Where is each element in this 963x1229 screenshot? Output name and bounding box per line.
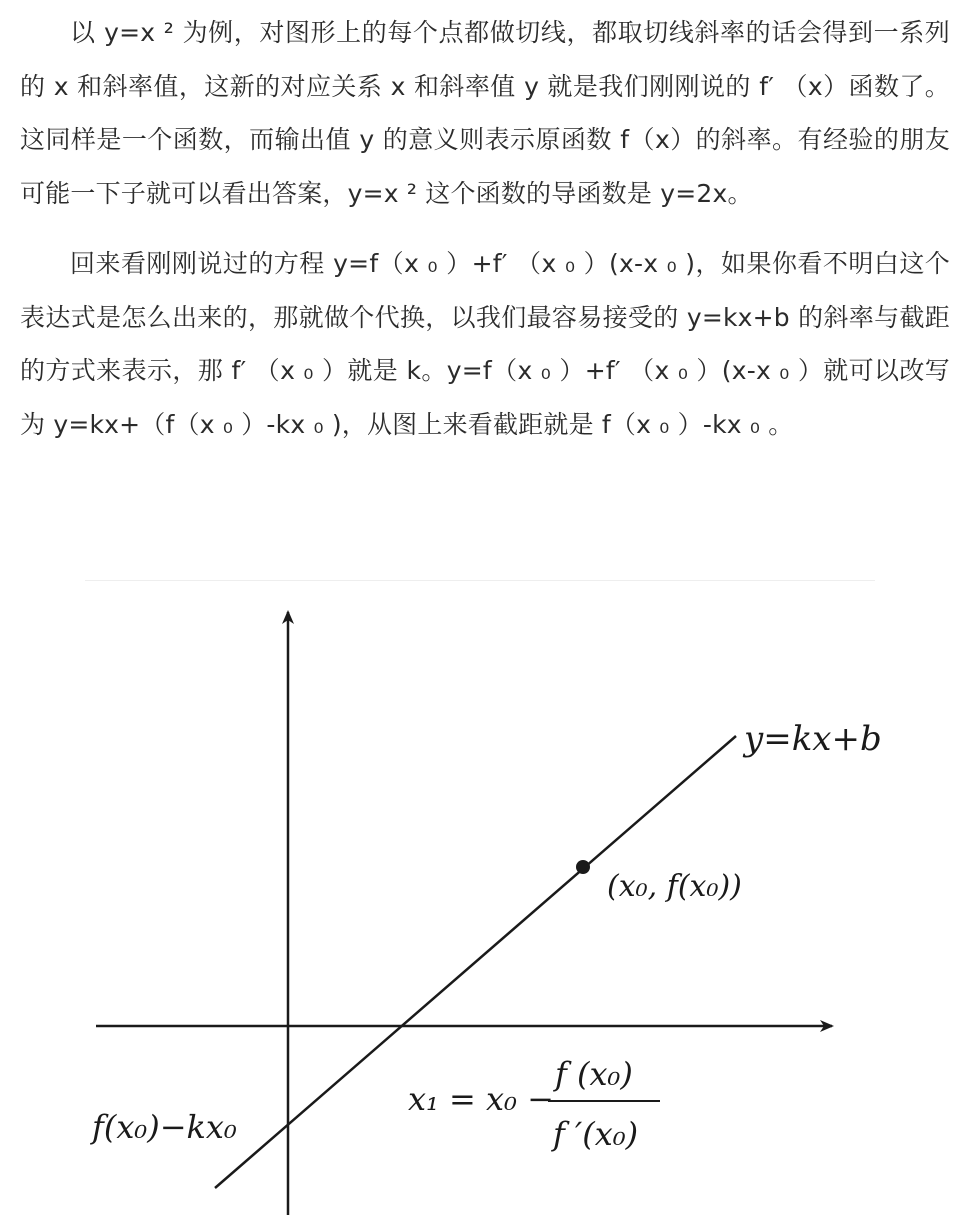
- newton-formula-denominator: f ′(x₀): [553, 1115, 639, 1153]
- tangent-point: [576, 860, 590, 874]
- newton-formula-lhs: x₁ = x₀ −: [408, 1080, 554, 1118]
- point-label: (x₀, f(x₀)): [607, 869, 742, 904]
- article-body: [20, 0, 950, 451]
- tangent-line: [215, 736, 736, 1188]
- intercept-label: f(x₀)−kx₀: [92, 1108, 237, 1146]
- tangent-diagram: [0, 590, 963, 1229]
- figure-divider: [85, 580, 875, 581]
- line-equation-label: y=kx+b: [744, 719, 882, 759]
- newton-formula-numerator: f (x₀): [555, 1055, 633, 1093]
- paragraph-derivative-intro: 以 y=x ² 为例，对图形上的每个点都做切线，都取切线斜率的话会得到一系列的 x 和斜率值，这新的对应关系 x 和斜率值 y 就是我们刚刚说的 f′ （x）函数了。这同样是一个函数，而输出值 y 的意义则表示原函数 f（x）的斜率。有经验的朋友可能一下子就可以看出答案，y=x ² 这个函数的导函数是 y=2x。: [20, 18, 950, 208]
- tangent-line-figure: [0, 590, 963, 1229]
- paragraph-tangent-equation: 回来看刚刚说过的方程 y=f（x ₀ ）+f′ （x ₀ ）(x-x ₀ )，如果你看不明白这个表达式是怎么出来的，那就做个代换，以我们最容易接受的 y=kx+b 的斜率与截距的方式来表示，那 f′ （x ₀ ）就是 k。y=f（x ₀ ）+f′ （x ₀ ）(x-x ₀ ）就可以改写为 y=kx+（f（x ₀ ）-kx ₀ )，从图上来看截距就是 f（x ₀ ）-kx ₀ 。: [20, 249, 950, 439]
